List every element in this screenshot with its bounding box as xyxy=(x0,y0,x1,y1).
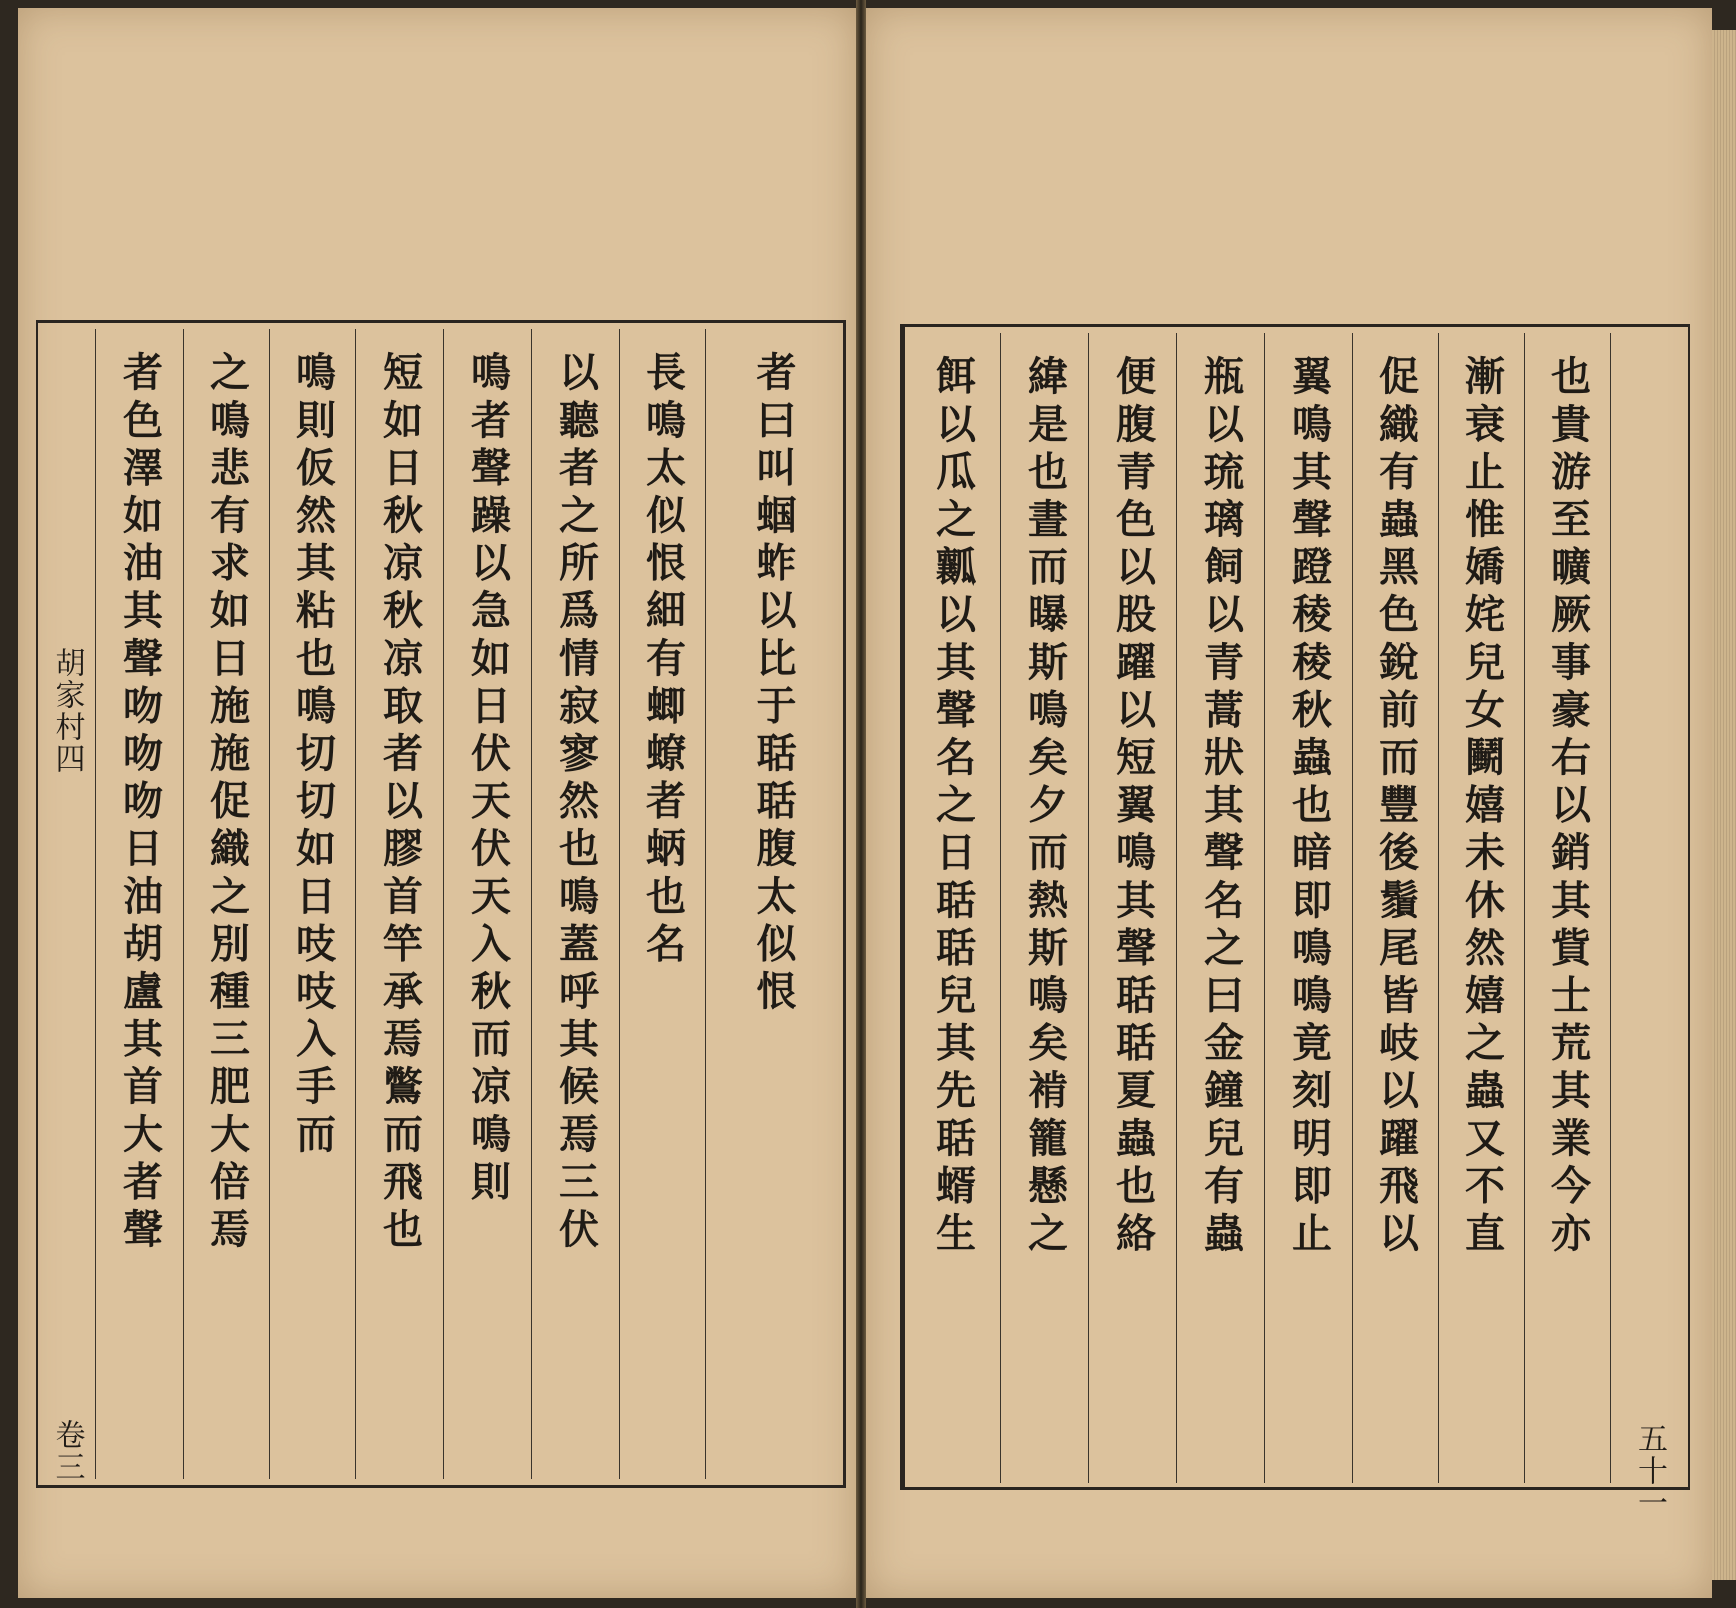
column-text: 漸衰止惟嬌姹兒女鬭嬉未休然嬉之蟲又不直 xyxy=(1458,355,1506,1260)
column-text: 之鳴悲有求如日施施促織之別種三肥大倍焉 xyxy=(203,351,251,1256)
column-text: 便腹青色以股躍以短翼鳴其聲聒聒夏蟲也絡 xyxy=(1109,355,1157,1260)
text-column xyxy=(706,329,840,1479)
margin-title: 胡家村四 xyxy=(49,647,85,775)
right-margin-column xyxy=(1611,333,1687,1519)
text-column xyxy=(356,329,444,1479)
text-column xyxy=(1353,333,1439,1483)
left-margin-column xyxy=(38,329,96,1483)
text-column xyxy=(444,329,532,1479)
margin-volume: 卷三 xyxy=(49,1419,85,1483)
text-column xyxy=(905,333,1001,1483)
right-page xyxy=(866,8,1712,1598)
column-text: 瓶以琉璃飼以青蒿狀其聲名之曰金鐘兒有蟲 xyxy=(1197,355,1245,1260)
column-text: 也貴游至曠厥事豪右以銷其貲士荒其業今亦 xyxy=(1544,355,1592,1260)
text-column xyxy=(1089,333,1177,1483)
text-column xyxy=(532,329,620,1479)
text-column xyxy=(1439,333,1525,1483)
text-column xyxy=(1001,333,1089,1483)
column-text: 餌以瓜之瓤以其聲名之日聒聒兒其先聒蝑生 xyxy=(929,355,977,1260)
column-text: 翼鳴其聲蹬稜稜秋蟲也暗即鳴鳴竟刻明即止 xyxy=(1285,355,1333,1260)
column-text: 鳴則仮然其粘也鳴切切如日吱吱入手而 xyxy=(289,351,337,1161)
text-column xyxy=(620,329,706,1479)
text-column xyxy=(184,329,270,1479)
right-text-frame xyxy=(900,324,1690,1519)
column-text: 緯是也晝而曝斯鳴矣夕而熱斯鳴矣褃籠懸之 xyxy=(1021,355,1069,1260)
page-edges xyxy=(1712,30,1736,1580)
column-text: 者曰叫蝈蚱以比于聒聒腹太似恨 xyxy=(750,351,797,1018)
text-column xyxy=(96,329,184,1479)
left-page xyxy=(18,8,856,1598)
text-column xyxy=(270,329,356,1479)
column-text: 長鳴太似恨細有蝍蟟者蛃也名 xyxy=(639,351,687,970)
text-column xyxy=(1177,333,1265,1483)
book-gutter xyxy=(856,0,866,1608)
column-text: 以聽者之所爲情寂寥然也鳴蓋呼其候焉三伏 xyxy=(552,351,600,1256)
column-text: 短如日秋凉秋凉取者以膠首竿承焉鷩而飛也 xyxy=(376,351,424,1256)
left-text-frame xyxy=(36,320,846,1488)
text-column xyxy=(1525,333,1611,1483)
text-column xyxy=(1265,333,1353,1483)
column-text: 促織有蟲黑色銳前而豐後鬚尾皆岐以躍飛以 xyxy=(1372,355,1420,1260)
column-text: 者色澤如油其聲吻吻吻日油胡盧其首大者聲 xyxy=(116,351,164,1256)
page-number: 五十一 xyxy=(1632,1423,1667,1519)
column-text: 鳴者聲躁以急如日伏天伏天入秋而凉鳴則 xyxy=(464,351,512,1208)
